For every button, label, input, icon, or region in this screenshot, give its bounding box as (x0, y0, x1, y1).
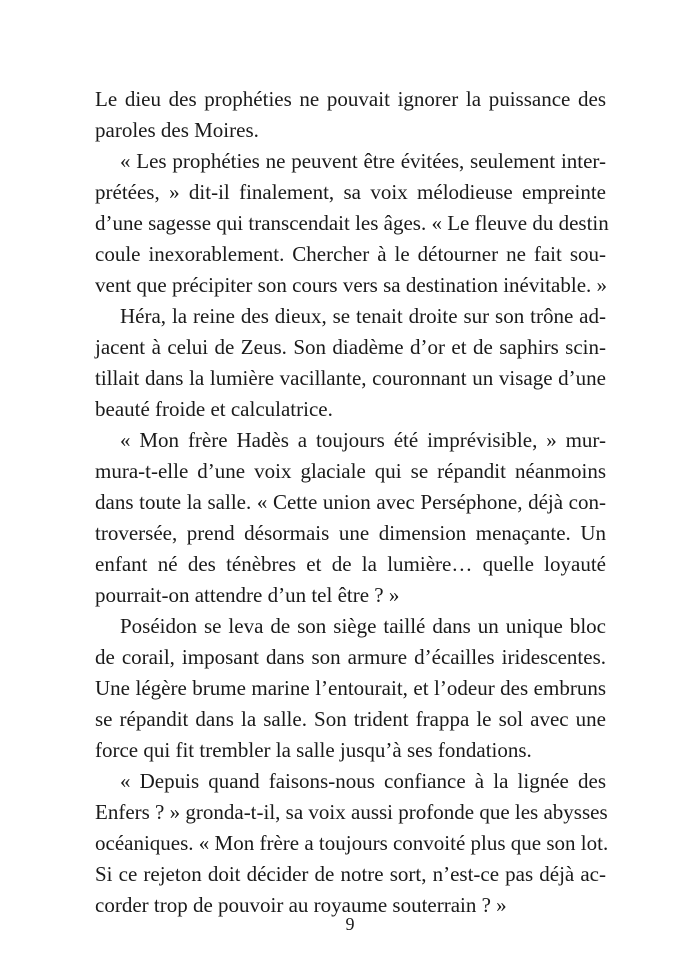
text-line: Héra, la reine des dieux, se tenait droite sur son trône ad- (120, 304, 606, 328)
text-line: corder trop de pouvoir au royaume souterrain ? » (95, 893, 507, 917)
text-line: Si ce rejeton doit décider de notre sort, n’est-ce pas déjà ac- (95, 862, 606, 886)
text-line: « Les prophéties ne peuvent être évitées, seulement inter- (120, 149, 606, 173)
paragraph-1 (95, 84, 606, 146)
text-line: Une légère brume marine l’entourait, et l’odeur des embruns (95, 676, 606, 700)
text-line: tillait dans la lumière vacillante, couronnant un visage d’une (95, 366, 606, 390)
text-line: se répandit dans la salle. Son trident frappa le sol avec une (95, 707, 606, 731)
paragraph-6 (95, 766, 609, 921)
text-line: Enfers ? » gronda-t-il, sa voix aussi profonde que les abysses (95, 800, 608, 824)
text-line: paroles des Moires. (95, 118, 259, 142)
text-line: « Mon frère Hadès a toujours été imprévisible, » mur- (120, 428, 606, 452)
paragraph-4 (95, 425, 606, 611)
text-line: troversée, prend désormais une dimension menaçante. Un (95, 521, 606, 545)
text-line: enfant né des ténèbres et de la lumière… quelle loyauté (95, 552, 606, 576)
text-line: prétées, » dit-il finalement, sa voix mélodieuse empreinte (95, 180, 606, 204)
text-line: vent que précipiter son cours vers sa destination inévitable. » (95, 273, 608, 297)
text-line: de corail, imposant dans son armure d’écailles iridescentes. (95, 645, 606, 669)
text-line: « Depuis quand faisons-nous confiance à la lignée des (120, 769, 606, 793)
text-line: coule inexorablement. Chercher à le détourner ne fait sou- (95, 242, 606, 266)
paragraph-3 (95, 301, 606, 425)
text-line: dans toute la salle. « Cette union avec Perséphone, déjà con- (95, 490, 606, 514)
text-line: beauté froide et calculatrice. (95, 397, 333, 421)
page-number: 9 (345, 914, 355, 934)
paragraph-2 (95, 146, 609, 301)
text-line: Poséidon se leva de son siège taillé dans un unique bloc (120, 614, 606, 638)
text-line: mura-t-elle d’une voix glaciale qui se répandit néanmoins (95, 459, 606, 483)
text-line: océaniques. « Mon frère a toujours convoité plus que son lot. (95, 831, 609, 855)
text-line: jacent à celui de Zeus. Son diadème d’or et de saphirs scin- (95, 335, 606, 359)
text-line: d’une sagesse qui transcendait les âges. « Le fleuve du destin (95, 211, 609, 235)
paragraph-5 (95, 611, 606, 766)
text-line: Le dieu des prophéties ne pouvait ignorer la puissance des (95, 87, 606, 111)
text-line: pourrait-on attendre d’un tel être ? » (95, 583, 400, 607)
page-body (95, 84, 609, 921)
text-line: force qui fit trembler la salle jusqu’à ses fondations. (95, 738, 532, 762)
